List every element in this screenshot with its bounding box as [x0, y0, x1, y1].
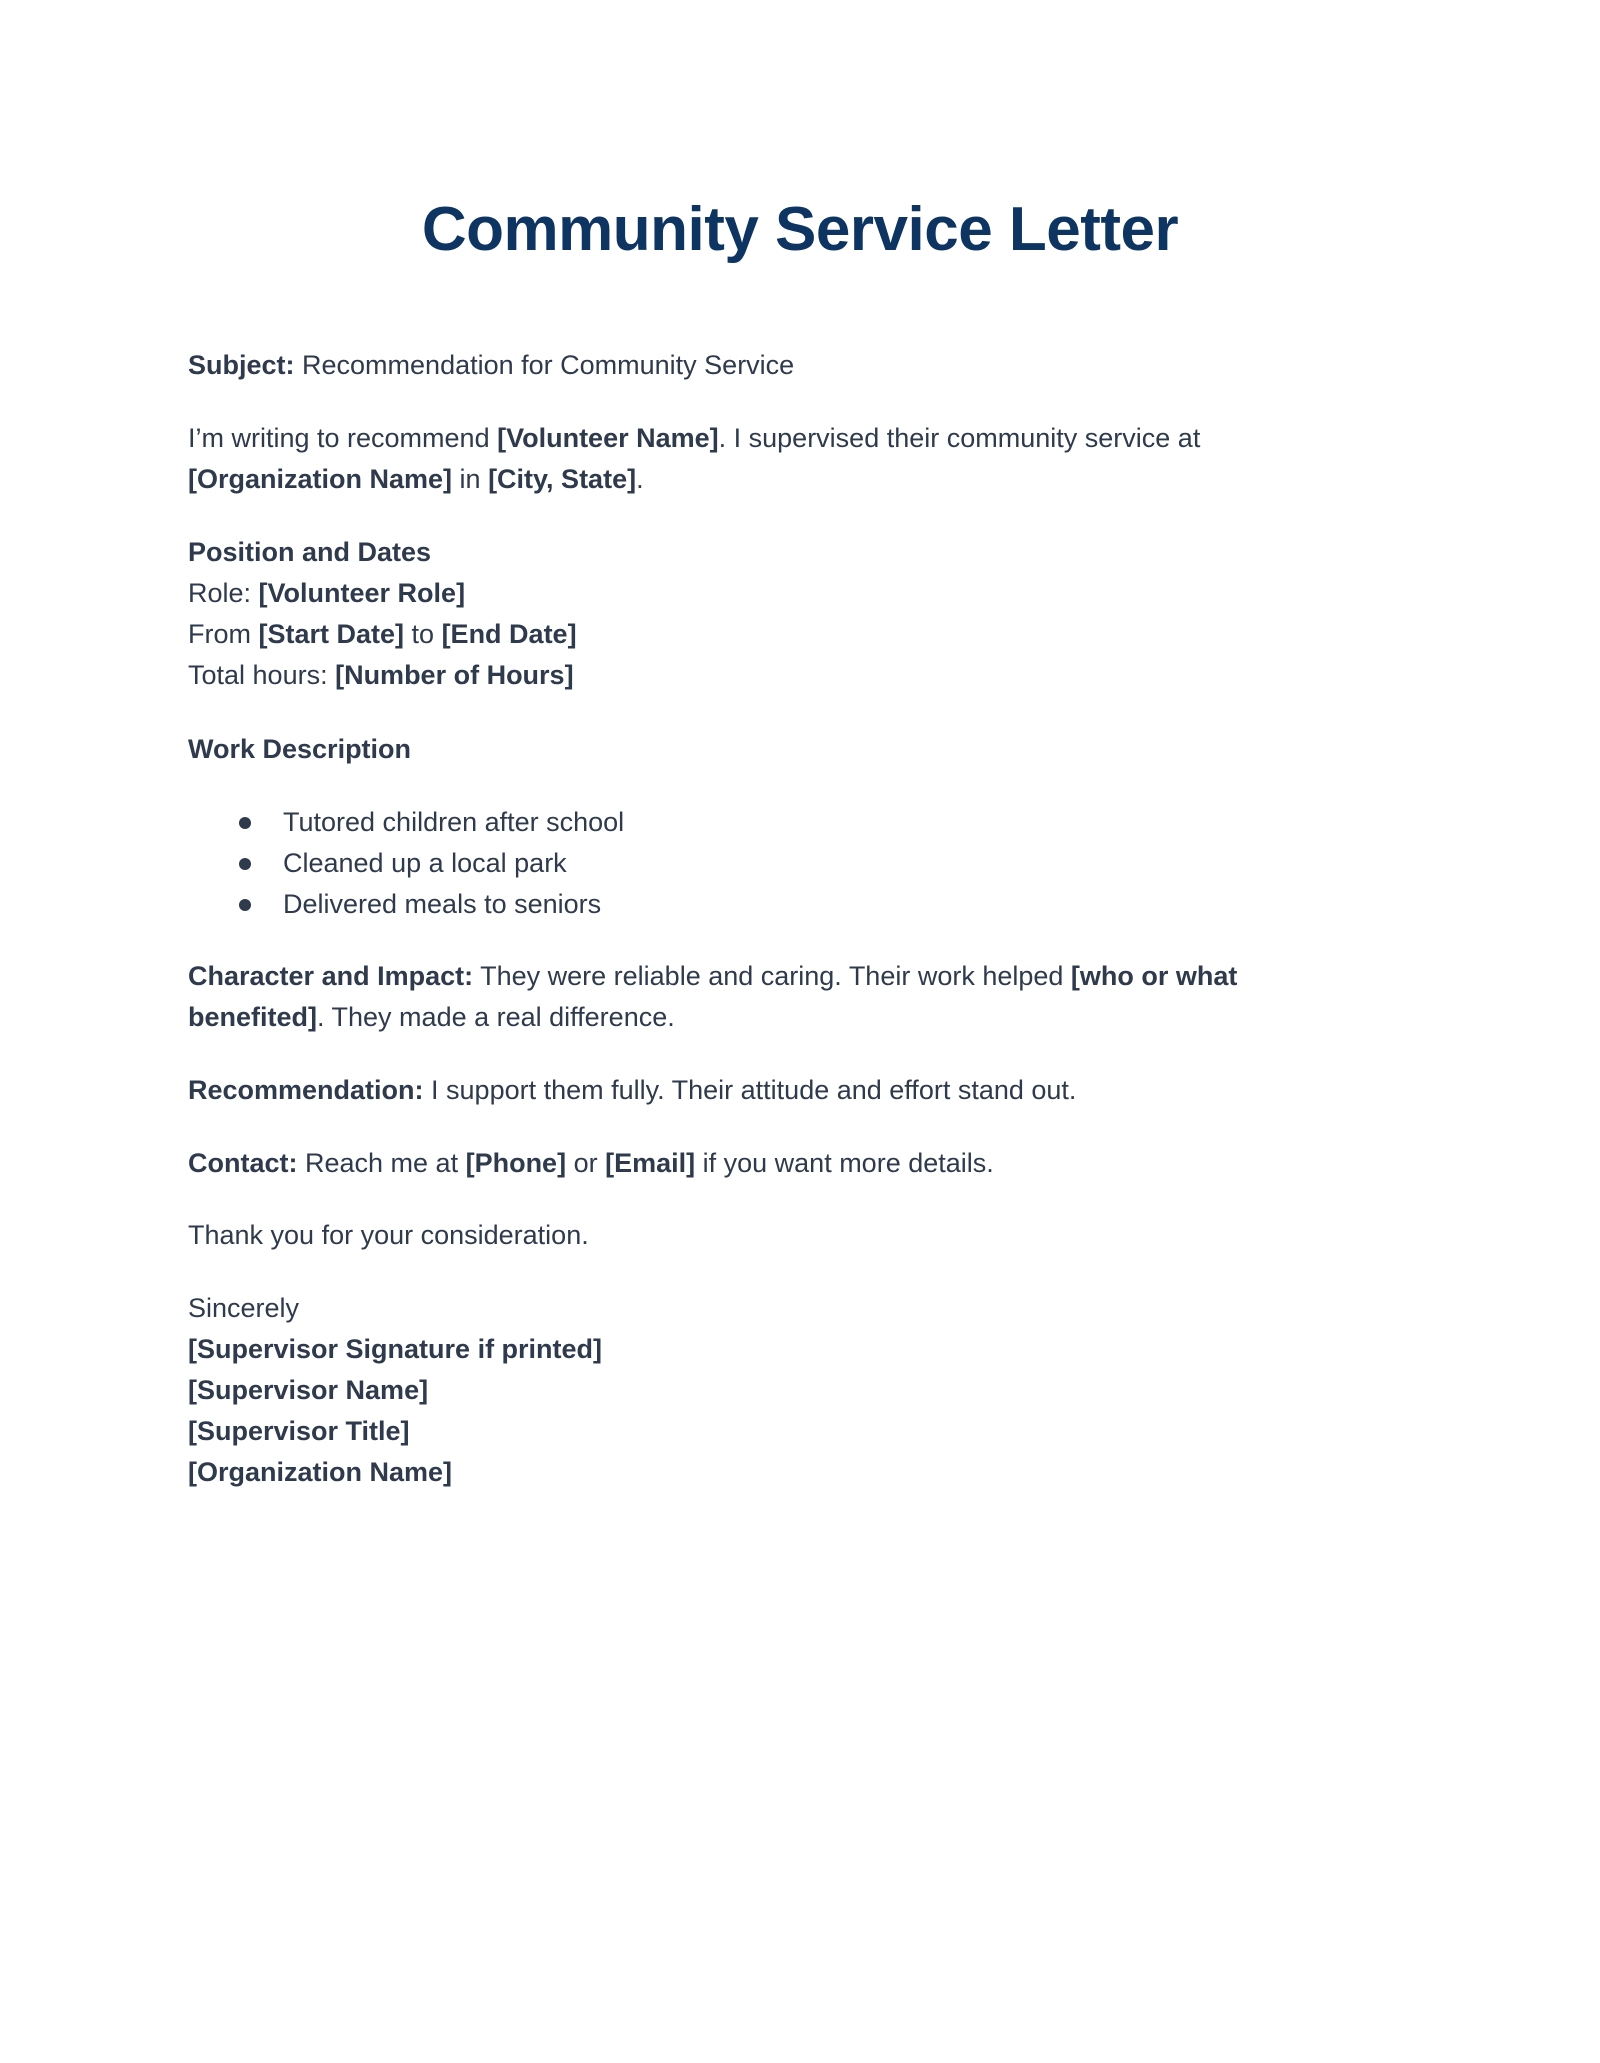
list-item-text: Delivered meals to seniors — [283, 889, 602, 919]
end-date-placeholder: [End Date] — [441, 619, 577, 649]
volunteer-name-placeholder: [Volunteer Name] — [497, 423, 719, 453]
intro-text: . I supervised their community service at — [718, 423, 1201, 453]
contact-text: Reach me at — [297, 1148, 466, 1178]
list-item — [188, 802, 624, 843]
beneficiary-placeholder: benefited] — [188, 1002, 318, 1032]
to-label: to — [404, 619, 442, 649]
hours-label: Total hours: — [188, 660, 336, 690]
role-label: Role: — [188, 578, 259, 608]
from-label: From — [188, 619, 259, 649]
contact-text: or — [566, 1148, 606, 1178]
character-label: Character and Impact: — [188, 961, 474, 991]
recommendation-paragraph — [188, 1070, 1076, 1111]
beneficiary-placeholder: [who or what — [1070, 961, 1238, 991]
contact-paragraph — [188, 1143, 994, 1184]
character-text: They were reliable and caring. Their work helped — [473, 961, 1071, 991]
signature-placeholder: [Supervisor Signature if printed] — [188, 1334, 603, 1364]
subject-label: Subject: — [188, 350, 295, 380]
recommendation-text: I support them fully. Their attitude and effort stand out. — [423, 1075, 1077, 1105]
subject-text: Recommendation for Community Service — [294, 350, 795, 380]
bullet-icon — [239, 858, 251, 870]
bullet-icon — [239, 899, 251, 911]
work-list — [188, 802, 624, 925]
list-item-text: Tutored children after school — [283, 807, 625, 837]
intro-text: I’m writing to recommend — [188, 423, 498, 453]
contact-text: if you want more details. — [695, 1148, 994, 1178]
recommendation-label: Recommendation: — [188, 1075, 424, 1105]
page-title: Community Service Letter — [421, 195, 1179, 264]
organization-placeholder: [Organization Name] — [188, 1457, 453, 1487]
hours-placeholder: [Number of Hours] — [335, 660, 574, 690]
list-item — [188, 884, 624, 925]
list-item — [188, 843, 624, 884]
subject-line — [188, 345, 794, 386]
role-placeholder: [Volunteer Role] — [258, 578, 466, 608]
organization-name-placeholder: [Organization Name] — [188, 464, 453, 494]
thanks-line: Thank you for your consideration. — [188, 1220, 589, 1250]
supervisor-name-placeholder: [Supervisor Name] — [188, 1375, 429, 1405]
character-paragraph — [188, 956, 1237, 1038]
work-heading — [188, 729, 411, 770]
work-heading-text: Work Description — [188, 734, 412, 764]
list-item-text: Cleaned up a local park — [283, 848, 567, 878]
intro-text: . — [636, 464, 644, 494]
position-heading: Position and Dates — [188, 537, 432, 567]
supervisor-title-placeholder: [Supervisor Title] — [188, 1416, 410, 1446]
city-state-placeholder: [City, State] — [488, 464, 637, 494]
intro-text: in — [452, 464, 489, 494]
email-placeholder: [Email] — [605, 1148, 696, 1178]
closing-block — [188, 1288, 602, 1493]
contact-label: Contact: — [188, 1148, 298, 1178]
intro-paragraph — [188, 418, 1200, 500]
character-text: . They made a real difference. — [317, 1002, 675, 1032]
start-date-placeholder: [Start Date] — [258, 619, 405, 649]
position-section — [188, 532, 577, 696]
closing-sincerely: Sincerely — [188, 1293, 300, 1323]
phone-placeholder: [Phone] — [465, 1148, 567, 1178]
bullet-icon — [239, 817, 251, 829]
